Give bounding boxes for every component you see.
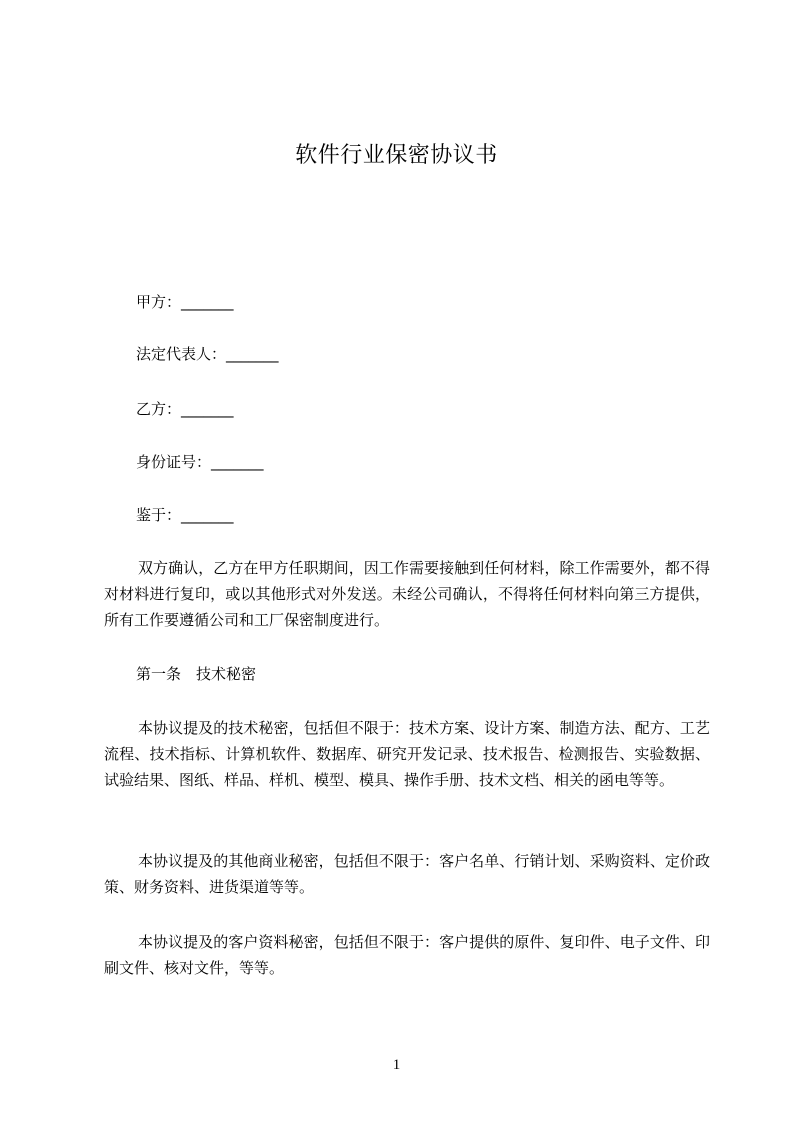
- legal-representative-field: 法定代表人：_______: [136, 345, 279, 363]
- technical-secrets-paragraph: 本协议提及的技术秘密，包括但不限于：技术方案、设计方案、制造方法、配方、工艺流程、技术指标、计算机软件、数据库、研究开发记录、技术报告、检测报告、实验数据、试验结果、图纸、样品、样机、模型、模具、操作手册、技术文档、相关的函电等等。: [104, 719, 710, 789]
- page-number: 1: [392, 1057, 401, 1073]
- client-data-secrets-paragraph: 本协议提及的客户资料秘密，包括但不限于：客户提供的原件、复印件、电子文件、印刷文件、核对文件，等等。: [104, 933, 710, 977]
- business-secrets-paragraph: 本协议提及的其他商业秘密，包括但不限于：客户名单、行销计划、采购资料、定价政策、财务资料、进货渠道等等。: [104, 852, 710, 896]
- article-1-heading: 第一条 技术秘密: [136, 665, 257, 683]
- intro-paragraph: 双方确认，乙方在甲方任职期间，因工作需要接触到任何材料，除工作需要外，都不得对材料进行复印，或以其他形式对外发送。未经公司确认，不得将任何材料向第三方提供，所有工作要遵循公司和工厂保密制度进行。: [104, 559, 710, 629]
- document-title: 软件行业保密协议书: [295, 143, 498, 168]
- id-number-field: 身份证号：_______: [136, 453, 264, 471]
- party-a-field: 甲方：_______: [136, 293, 234, 311]
- party-b-field: 乙方：_______: [136, 400, 234, 418]
- whereas-field: 鉴于：_______: [136, 506, 234, 524]
